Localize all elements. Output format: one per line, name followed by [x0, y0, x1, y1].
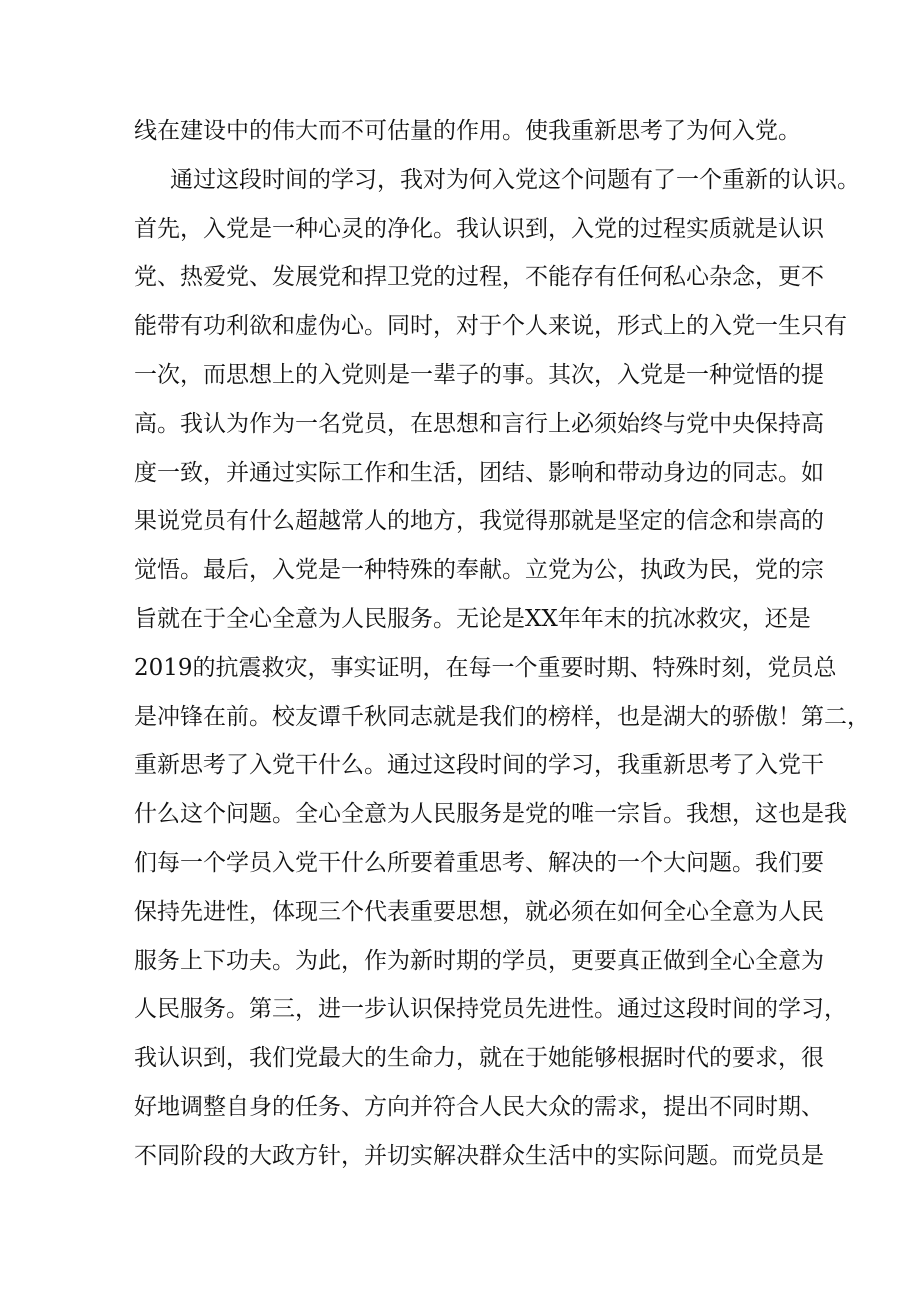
text-line: 服务上下功夫。为此，作为新时期的学员，更要真正做到全心全意为	[134, 947, 824, 974]
text-line: 2019的抗震救灾，事实证明，在每一个重要时期、特殊时刻，党员总	[134, 654, 837, 681]
text-line: 果说党员有什么超越常人的地方，我觉得那就是坚定的信念和崇高的	[134, 508, 824, 535]
text-line: 人民服务。第三，进一步认识保持党员先进性。通过这段时间的学习，	[134, 996, 847, 1023]
text-line: 不同阶段的大政方针，并切实解决群众生活中的实际问题。而党员是	[134, 1142, 824, 1169]
text-line: 度一致，并通过实际工作和生活，团结、影响和带动身边的同志。如	[134, 459, 824, 486]
text-line: 保持先进性，体现三个代表重要思想，就必须在如何全心全意为人民	[134, 898, 824, 925]
text-line: 党、热爱党、发展党和捍卫党的过程，不能存有任何私心杂念，更不	[134, 264, 824, 291]
text-line: 能带有功利欲和虚伪心。同时，对于个人来说，形式上的入党一生只有	[134, 313, 847, 340]
body-text	[134, 107, 870, 1181]
text-line: 是冲锋在前。校友谭千秋同志就是我们的榜样，也是湖大的骄傲！第二，	[134, 703, 870, 730]
text-line: 觉悟。最后，入党是一种特殊的奉献。立党为公，执政为民，党的宗	[134, 557, 824, 584]
text-line: 好地调整自身的任务、方向并符合人民大众的需求，提出不同时期、	[134, 1093, 824, 1120]
text-line: 重新思考了入党干什么。通过这段时间的学习，我重新思考了入党干	[134, 752, 824, 779]
text-line: 首先，入党是一种心灵的净化。我认识到，入党的过程实质就是认识	[134, 215, 824, 242]
text-line: 旨就在于全心全意为人民服务。无论是XX年年末的抗冰救灾，还是	[134, 605, 811, 632]
text-line: 们每一个学员入党干什么所要着重思考、解决的一个大问题。我们要	[134, 849, 824, 876]
text-line: 线在建设中的伟大而不可估量的作用。使我重新思考了为何入党。	[134, 118, 801, 144]
paragraph-start-line: 通过这段时间的学习，我对为何入党这个问题有了一个重新的认识。	[170, 166, 860, 193]
text-line: 高。我认为作为一名党员，在思想和言行上必须始终与党中央保持高	[134, 410, 824, 437]
text-line: 什么这个问题。全心全意为人民服务是党的唯一宗旨。我想，这也是我	[134, 801, 847, 828]
text-line: 一次，而思想上的入党则是一辈子的事。其次，入党是一种觉悟的提	[134, 361, 824, 388]
text-line: 我认识到，我们党最大的生命力，就在于她能够根据时代的要求，很	[134, 1045, 824, 1072]
